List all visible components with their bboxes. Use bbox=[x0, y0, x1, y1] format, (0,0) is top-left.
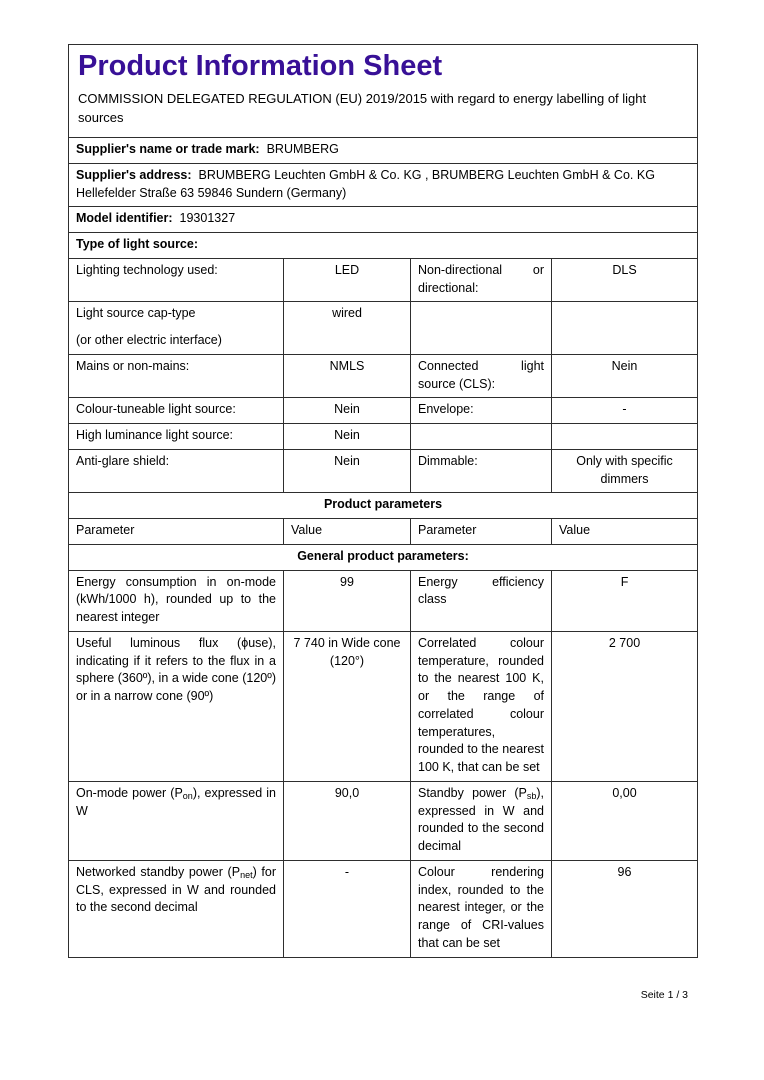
supplier-address-value: BRUMBERG Leuchten GmbH & Co. KG , BRUMBERG Leuchten GmbH & Co. KG Hellefelder Straße 63 59846 Sundern (Germany) bbox=[76, 167, 655, 200]
value-cell: 99 bbox=[284, 570, 411, 631]
param-cell bbox=[69, 860, 284, 957]
param-cell: Energy efficiency class bbox=[411, 570, 552, 631]
table-row bbox=[69, 45, 698, 138]
type-of-light-source-heading: Type of light source: bbox=[69, 233, 698, 259]
param-cell: Colour rendering index, rounded to the nearest integer, or the range of CRI-values that can be set bbox=[411, 860, 552, 957]
param-cell: Correlated colour temperature, rounded to the nearest 100 K, or the range of correlated colour temperatures, rounded to the nearest 100 K, that can be set bbox=[411, 631, 552, 781]
model-identifier-label: Model identifier: bbox=[76, 211, 173, 226]
value-cell: 2 700 bbox=[552, 631, 698, 781]
param-text: Standby power (P bbox=[418, 785, 527, 800]
param-cell: Non-directional or directional: bbox=[411, 258, 552, 302]
value-cell: Only with specific dimmers bbox=[552, 449, 698, 493]
table-row bbox=[69, 519, 698, 545]
column-header: Value bbox=[552, 519, 698, 545]
value-cell: F bbox=[552, 570, 698, 631]
table-row bbox=[69, 398, 698, 424]
value-cell: - bbox=[552, 398, 698, 424]
param-text: ) for CLS, expressed in W and rounded to the second decimal bbox=[76, 864, 276, 915]
param-cell bbox=[69, 781, 284, 860]
supplier-address-cell bbox=[69, 163, 698, 207]
value-cell: LED bbox=[284, 258, 411, 302]
value-cell: - bbox=[284, 860, 411, 957]
value-cell: Nein bbox=[284, 398, 411, 424]
value-cell: 7 740 in Wide cone (120°) bbox=[284, 631, 411, 781]
value-cell: 90,0 bbox=[284, 781, 411, 860]
supplier-name-cell bbox=[69, 138, 698, 164]
table-row bbox=[69, 354, 698, 398]
param-cell: Lighting technology used: bbox=[69, 258, 284, 302]
supplier-name-label: Supplier's name or trade mark: bbox=[76, 142, 260, 157]
param-cell: Colour-tuneable light source: bbox=[69, 398, 284, 424]
table-row bbox=[69, 302, 698, 355]
supplier-address-label: Supplier's address: bbox=[76, 167, 192, 182]
param-cell: Envelope: bbox=[411, 398, 552, 424]
param-cell bbox=[411, 302, 552, 355]
table-row bbox=[69, 233, 698, 259]
model-identifier-value: 19301327 bbox=[179, 211, 236, 226]
value-cell: 96 bbox=[552, 860, 698, 957]
regulation-text: COMMISSION DELEGATED REGULATION (EU) 2019/2015 with regard to energy labelling of light sources bbox=[78, 91, 647, 126]
table-row bbox=[69, 781, 698, 860]
table-row bbox=[69, 493, 698, 519]
table-row bbox=[69, 570, 698, 631]
param-cell bbox=[69, 302, 284, 355]
table-row bbox=[69, 424, 698, 450]
table-row bbox=[69, 860, 698, 957]
column-header: Value bbox=[284, 519, 411, 545]
param-text: On-mode power (P bbox=[76, 785, 183, 800]
supplier-name-value: BRUMBERG bbox=[266, 142, 339, 157]
param-subscript: sb bbox=[526, 790, 537, 801]
table-row bbox=[69, 207, 698, 233]
product-information-sheet bbox=[68, 44, 697, 1001]
table-row bbox=[69, 138, 698, 164]
param-cell: Useful luminous flux (ϕuse), indicating if it refers to the flux in a sphere (360º), in a wide cone (120º) or in a narrow cone (90º) bbox=[69, 631, 284, 781]
param-cell: Dimmable: bbox=[411, 449, 552, 493]
model-identifier-cell bbox=[69, 207, 698, 233]
title-cell bbox=[69, 45, 698, 138]
value-cell bbox=[552, 302, 698, 355]
param-cell: Energy consumption in on-mode (kWh/1000 h), rounded up to the nearest integer bbox=[69, 570, 284, 631]
value-cell: Nein bbox=[284, 424, 411, 450]
param-text: ), expressed in W and rounded to the second decimal bbox=[418, 785, 544, 854]
param-subscript: net bbox=[240, 869, 253, 880]
value-cell: 0,00 bbox=[552, 781, 698, 860]
param-cell: Mains or non-mains: bbox=[69, 354, 284, 398]
param-text: ), expressed in W bbox=[76, 785, 276, 818]
info-table bbox=[68, 44, 698, 958]
product-parameters-heading: Product parameters bbox=[69, 493, 698, 519]
param-cell: High luminance light source: bbox=[69, 424, 284, 450]
table-row bbox=[69, 631, 698, 781]
param-cell: Anti-glare shield: bbox=[69, 449, 284, 493]
param-cell bbox=[411, 424, 552, 450]
table-row bbox=[69, 163, 698, 207]
param-subscript: on bbox=[182, 790, 193, 801]
value-cell: Nein bbox=[284, 449, 411, 493]
param-text: Networked standby power (P bbox=[76, 864, 241, 879]
page-title: Product Information Sheet bbox=[78, 50, 443, 82]
page-number: Seite 1 / 3 bbox=[640, 988, 688, 1001]
value-cell bbox=[552, 424, 698, 450]
column-header: Parameter bbox=[411, 519, 552, 545]
value-cell: Nein bbox=[552, 354, 698, 398]
table-row bbox=[69, 544, 698, 570]
param-cell bbox=[411, 781, 552, 860]
value-cell: DLS bbox=[552, 258, 698, 302]
cap-type-line2: (or other electric interface) bbox=[76, 333, 222, 348]
param-cell: Connected light source (CLS): bbox=[411, 354, 552, 398]
value-cell: NMLS bbox=[284, 354, 411, 398]
general-parameters-heading: General product parameters: bbox=[69, 544, 698, 570]
value-cell: wired bbox=[284, 302, 411, 355]
table-row bbox=[69, 258, 698, 302]
column-header: Parameter bbox=[69, 519, 284, 545]
cap-type-line1: Light source cap-type bbox=[76, 306, 196, 321]
table-row bbox=[69, 449, 698, 493]
